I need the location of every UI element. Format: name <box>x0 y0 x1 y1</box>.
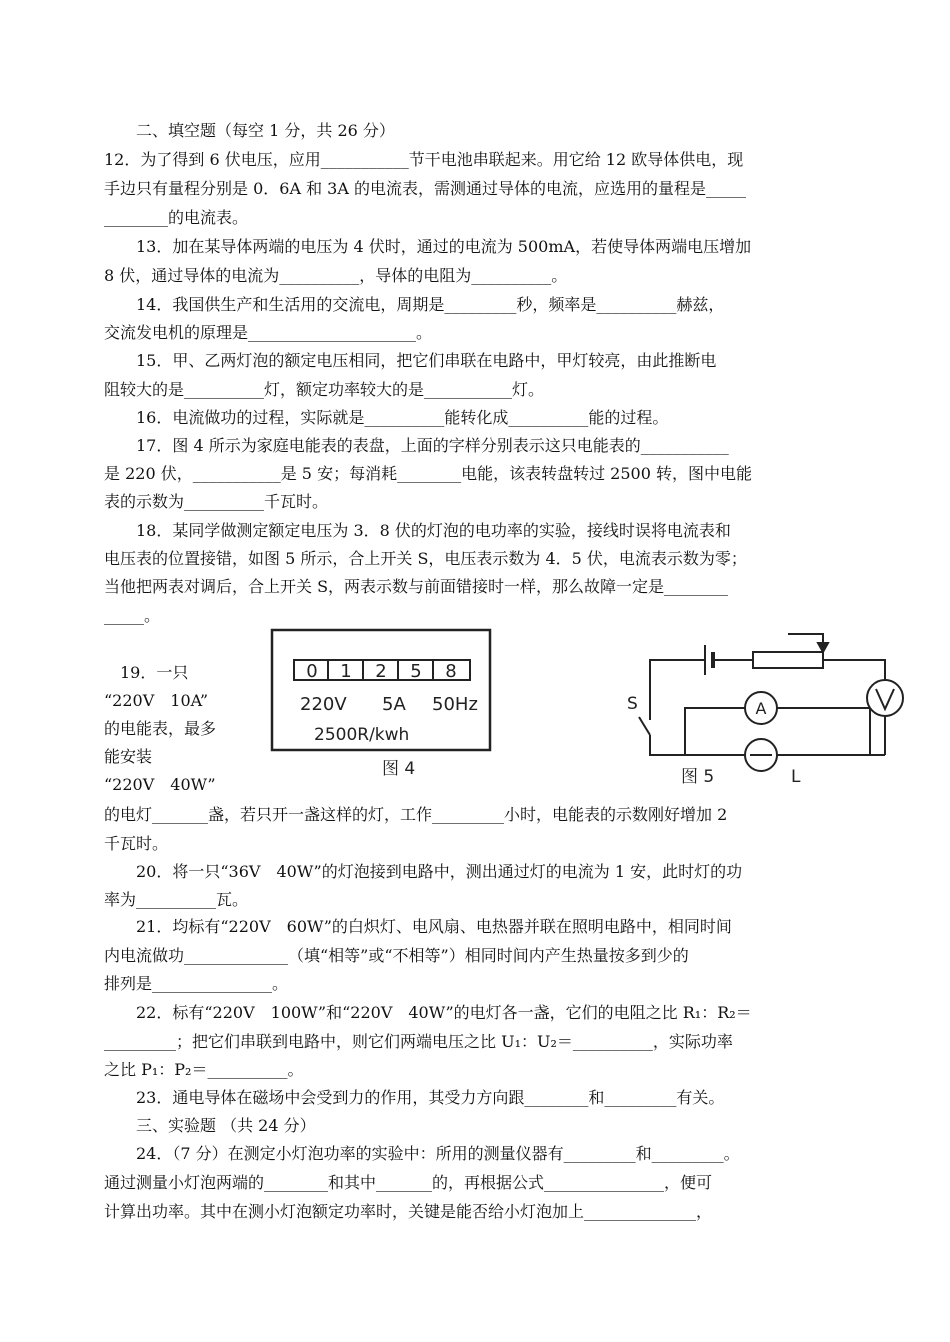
q14-line-1: 14．我国供生产和生活用的交流电，周期是_________秒，频率是__________赫兹， <box>136 295 725 314</box>
meter-digit-3: 2 <box>375 661 387 682</box>
q16-line-1: 16．电流做功的过程，实际就是__________能转化成__________能的过程。 <box>136 408 669 427</box>
q13-line-2: 8 伏，通过导体的电流为__________，导体的电阻为__________。 <box>104 266 568 285</box>
meter-digit-5: 8 <box>445 661 457 682</box>
ammeter-label: A <box>755 699 767 718</box>
rheostat <box>753 652 823 668</box>
q24-line-1: 24．（7 分）在测定小灯泡功率的实验中：所用的测量仪器有_________和_________。 <box>136 1144 740 1163</box>
meter-digit-2: 1 <box>340 661 352 682</box>
meter-revolutions: 2500R/kwh <box>314 725 410 745</box>
section-3-heading: 三、实验题 （共 24 分） <box>136 1116 316 1135</box>
meter-digit-1: 0 <box>306 661 318 682</box>
meter-voltage: 220V <box>300 694 347 715</box>
q12-line-2: 手边只有量程分别是 0．6A 和 3A 的电流表，需测通过导体的电流，应选用的量程是_____ <box>104 179 746 198</box>
figure-4-meter <box>270 628 495 788</box>
switch-label: S <box>627 694 638 714</box>
figure-5-circuit <box>625 625 910 790</box>
q22-line-2: _________；把它们串联到电路中，则它们两端电压之比 U₁：U₂＝__________，实际功率 <box>104 1032 733 1051</box>
section-2-heading: 二、填空题（每空 1 分，共 26 分） <box>136 121 395 140</box>
q19-line-6: 的电灯_______盏，若只开一盏这样的灯，工作_________小时，电能表的示数刚好增加 2 <box>104 805 728 824</box>
q21-line-3: 排列是_______________。 <box>104 974 289 993</box>
q17-line-1: 17．图 4 所示为家庭电能表的表盘，上面的字样分别表示这只电能表的___________ <box>136 436 729 455</box>
q19-line-7: 千瓦时。 <box>104 834 169 853</box>
q20-line-2: 率为__________瓦。 <box>104 890 249 909</box>
q17-line-2: 是 220 伏，___________是 5 安；每消耗________电能，该表转盘转过 2500 转，图中电能 <box>104 464 752 483</box>
q21-line-2: 内电流做功_____________（填“相等”或“不相等”）相同时间内产生热量按多到少的 <box>104 946 689 965</box>
q21-line-1: 21．均标有“220V 60W”的白炽灯、电风扇、电热器并联在照明电路中，相同时间 <box>136 917 732 936</box>
meter-current: 5A <box>382 694 406 715</box>
meter-digit-4: 5 <box>410 661 422 682</box>
figure-4-caption: 图 4 <box>382 759 416 779</box>
q15-line-2: 阻较大的是__________灯，额定功率较大的是___________灯。 <box>104 380 545 399</box>
q22-line-1: 22．标有“220V 100W”和“220V 40W”的电灯各一盏，它们的电阻之比 R₁：R₂＝ <box>136 1003 752 1022</box>
q12-line-1: 12．为了得到 6 伏电压，应用___________节干电池串联起来。用它给 12 欧导体供电，现 <box>104 150 744 169</box>
lamp-label: L <box>791 767 801 787</box>
q24-line-2: 通过测量小灯泡两端的________和其中_______的，再根据公式_______________，便可 <box>104 1173 713 1192</box>
q18-line-3: 当他把两表对调后，合上开关 S，两表示数与前面错接时一样，那么故障一定是________ <box>104 577 729 596</box>
q12-line-3: ________的电流表。 <box>104 208 249 227</box>
q19-line-3: 的电能表，最多 <box>104 719 217 738</box>
q20-line-1: 20．将一只“36V 40W”的灯泡接到电路中，测出通过灯的电流为 1 安，此时灯的功 <box>136 862 743 881</box>
q15-line-1: 15．甲、乙两灯泡的额定电压相同，把它们串联在电路中，甲灯较亮，由此推断电 <box>136 351 717 370</box>
q19-line-2: “220V 10A” <box>104 691 209 710</box>
q18-line-2: 电压表的位置接错，如图 5 所示，合上开关 S，电压表示数为 4．5 伏，电流表示数为零； <box>104 549 747 568</box>
q17-line-3: 表的示数为__________千瓦时。 <box>104 492 329 511</box>
q24-line-3: 计算出功率。其中在测小灯泡额定功率时，关键是能否给小灯泡加上______________， <box>104 1202 713 1221</box>
q18-line-4: _____。 <box>104 606 161 625</box>
q13-line-1: 13．加在某导体两端的电压为 4 伏时，通过的电流为 500mA，若使导体两端电压增加 <box>136 237 752 256</box>
q19-line-5: “220V 40W” <box>104 775 216 794</box>
figure-5-caption: 图 5 <box>681 767 715 787</box>
q19-line-1: 19．一只 <box>120 663 189 682</box>
meter-frequency: 50Hz <box>432 694 478 715</box>
q18-line-1: 18．某同学做测定额定电压为 3．8 伏的灯泡的电功率的实验，接线时误将电流表和 <box>136 521 731 540</box>
q22-line-3: 之比 P₁：P₂＝__________。 <box>104 1060 304 1079</box>
q19-line-4: 能安装 <box>104 747 153 766</box>
q14-line-2: 交流发电机的原理是_____________________。 <box>104 323 433 342</box>
q23-line-1: 23．通电导体在磁场中会受到力的作用，其受力方向跟________和_________有关。 <box>136 1088 725 1107</box>
